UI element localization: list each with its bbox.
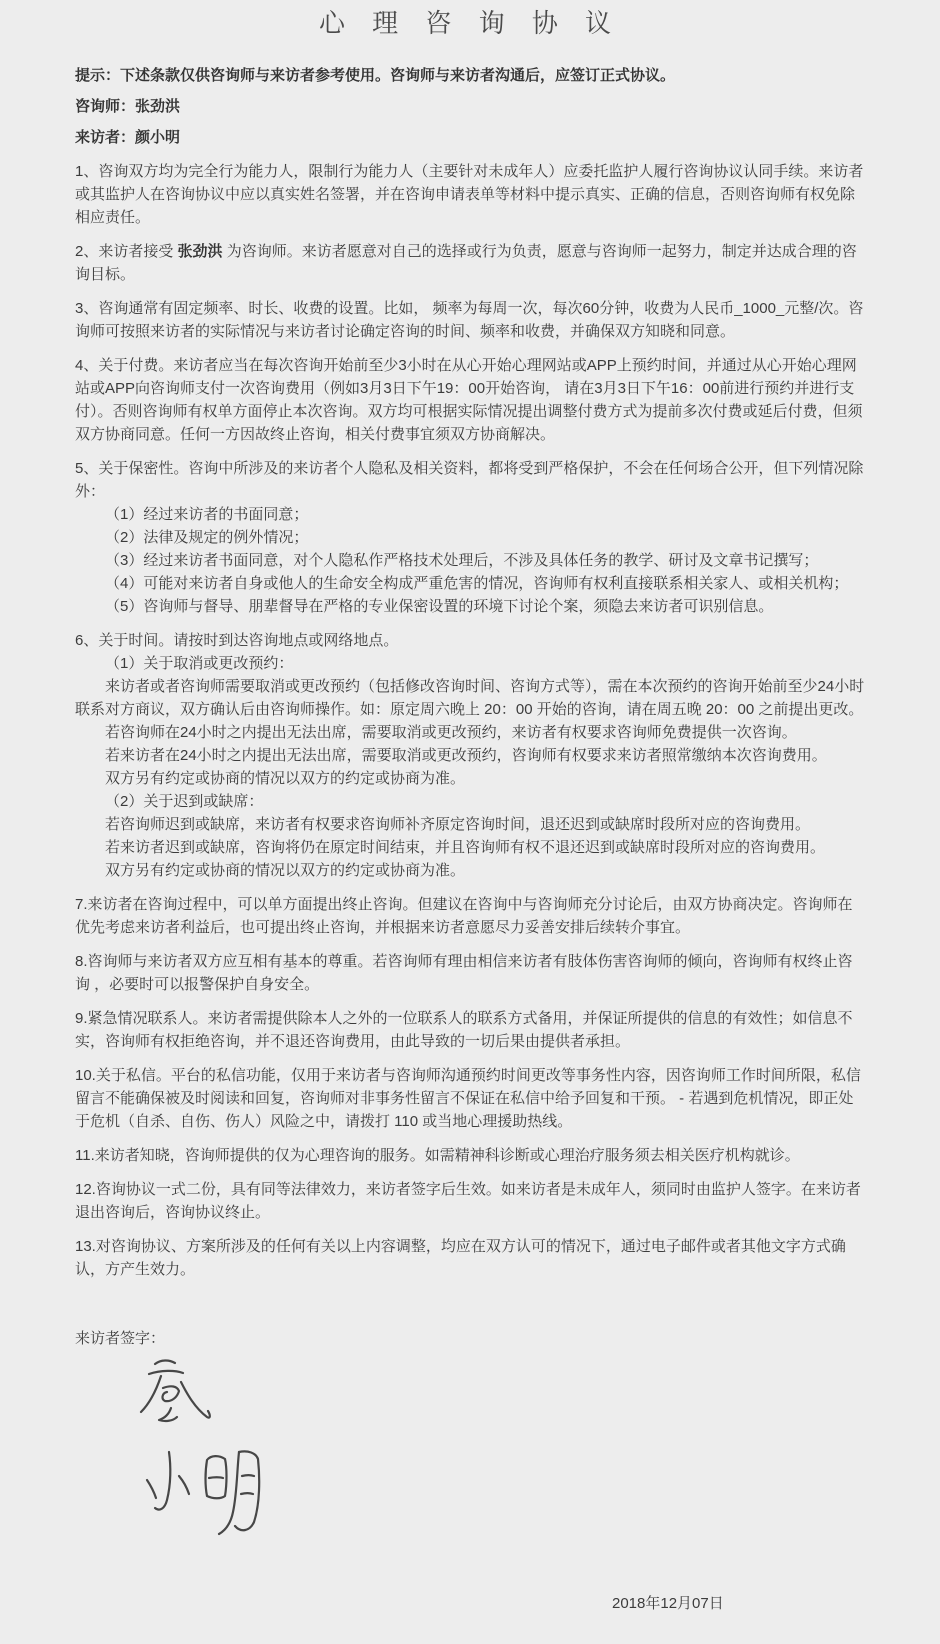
- clause-5-item: （4）可能对来访者自身或他人的生命安全构成严重危害的情况，咨询师有权利直接联系相关家人、或相关机构；: [105, 575, 849, 592]
- clause-8: 8.咨询师与来访者双方应互相有基本的尊重。若咨询师有理由相信来访者有肢体伤害咨询师的倾向，咨询师有权终止咨询 ，必要时可以报警保护自身安全。: [75, 953, 853, 993]
- clause-5-item: （1）经过来访者的书面同意；: [105, 506, 309, 523]
- clause-7: 7.来访者在咨询过程中，可以单方面提出终止咨询。但建议在咨询中与咨询师充分讨论后，由双方协商决定。咨询师在优先考虑来访者利益后，也可提出终止咨询，并根据来访者意愿尽力妥善安排后续转介事宜。: [75, 896, 853, 936]
- clause-10: 10.关于私信。平台的私信功能，仅用于来访者与咨询师沟通预约时间更改等事务性内容，因咨询师工作时间所限，私信留言不能确保被及时阅读和回复，咨询师对非事务性留言不保证在私信中给予回复和干预。 - 若遇到危机情况，即正处于危机（自杀、自伤、伤人）风险之中，请拨打 110 或当地心理援助热线。: [75, 1067, 861, 1130]
- clause-5-intro: 5、关于保密性。咨询中所涉及的来访者个人隐私及相关资料，都将受到严格保护，不会在任何场合公开，但下列情况除外：: [75, 460, 864, 500]
- clause-5-item: （5）咨询师与督导、朋辈督导在严格的专业保密设置的环境下讨论个案，须隐去来访者可识别信息。: [105, 598, 774, 615]
- visitor-signature-handwriting: [111, 1354, 281, 1540]
- clause-5: [75, 457, 865, 618]
- visitor-line: 来访者：颜小明: [75, 129, 181, 146]
- clause-6-line: （1）关于取消或更改预约：: [105, 655, 294, 672]
- clause-1: 1、咨询双方均为完全行为能力人，限制行为能力人（主要针对未成年人）应委托监护人履行咨询协议认同手续。来访者或其监护人在咨询协议中应以真实姓名签署，并在咨询申请表单等材料中提示真实、正确的信息，否则咨询师有权免除相应责任。: [75, 163, 864, 226]
- clause-6-line: （2）关于迟到或缺席：: [105, 793, 264, 810]
- clause-2-suffix: 为咨询师。来访者愿意对自己的选择或行为负责，愿意与咨询师一起努力，制定并达成合理的咨询目标。: [75, 243, 857, 283]
- clause-2-prefix: 2、来访者接受: [75, 243, 178, 260]
- clause-9: 9.紧急情况联系人。来访者需提供除本人之外的一位联系人的联系方式备用，并保证所提供的信息的有效性；如信息不实，咨询师有权拒绝咨询，并不退还咨询费用，由此导致的一切后果由提供者承担。: [75, 1010, 853, 1050]
- clause-13: 13.对咨询协议、方案所涉及的任何有关以上内容调整，均应在双方认可的情况下，通过电子邮件或者其他文字方式确认，方产生效力。: [75, 1238, 846, 1278]
- clause-12: 12.咨询协议一式二份，具有同等法律效力，来访者签字后生效。如来访者是未成年人，须同时由监护人签字。在来访者退出咨询后，咨询协议终止。: [75, 1181, 861, 1221]
- signature-label: 来访者签字：: [75, 1330, 166, 1347]
- clause-6-line: 双方另有约定或协商的情况以双方的约定或协商为准。: [105, 770, 466, 787]
- clause-5-item: （3）经过来访者书面同意，对个人隐私作严格技术处理后，不涉及具体任务的教学、研讨及文章书记撰写；: [105, 552, 819, 569]
- page-title: 心 理 咨 询 协 议: [318, 8, 622, 38]
- clause-6-line: 双方另有约定或协商的情况以双方的约定或协商为准。: [105, 862, 466, 879]
- clause-5-item: （2）法律及规定的例外情况；: [105, 529, 309, 546]
- notice-line: 提示：下述条款仅供咨询师与来访者参考使用。咨询师与来访者沟通后，应签订正式协议。: [75, 67, 676, 84]
- counselor-name: 张劲洪: [177, 243, 223, 260]
- clause-6-line: 若咨询师在24小时之内提出无法出席，需要取消或更改预约，来访者有权要求咨询师免费提供一次咨询。: [105, 724, 797, 741]
- clause-6-line: 若来访者在24小时之内提出无法出席，需要取消或更改预约，咨询师有权要求来访者照常缴纳本次咨询费用。: [105, 747, 827, 764]
- clause-6-line: 若咨询师迟到或缺席，来访者有权要求咨询师补齐原定咨询时间，退还迟到或缺席时段所对应的咨询费用。: [105, 816, 811, 833]
- clause-11: 11.来访者知晓，咨询师提供的仅为心理咨询的服务。如需精神科诊断或心理治疗服务须去相关医疗机构就诊。: [75, 1147, 800, 1164]
- document-date: 2018年12月07日: [612, 1595, 724, 1612]
- counselor-line: 咨询师：张劲洪: [75, 98, 181, 115]
- clause-2: [75, 240, 865, 286]
- clause-6-line: 来访者或者咨询师需要取消或更改预约（包括修改咨询时间、咨询方式等），需在本次预约的咨询开始前至少24小时联系对方商议，双方确认后由咨询师操作。如：原定周六晚上 20：00 开始的咨询，请在周五晚 20：00 之前提出更改。: [75, 678, 865, 718]
- clause-4: 4、关于付费。来访者应当在每次咨询开始前至少3小时在从心开始心理网站或APP上预约时间，并通过从心开始心理网站或APP向咨询师支付一次咨询费用（例如3月3日下午19：00开始咨询， 请在3月3日下午16：00前进行预约并进行支付）。否则咨询师有权单方面停止本次咨询。双方均可根据实际情况提出调整付费方式为提前多次付费或延后付费，但须双方协商同意。任何一方因故终止咨询，相关付费事宜须双方协商解决。: [75, 357, 863, 443]
- clause-6: [75, 629, 865, 882]
- clause-6-line: 若来访者迟到或缺席，咨询将仍在原定时间结束，并且咨询师有权不退还迟到或缺席时段所对应的咨询费用。: [105, 839, 826, 856]
- clause-6-intro: 6、关于时间。请按时到达咨询地点或网络地点。: [75, 632, 399, 649]
- clause-3: 3、咨询通常有固定频率、时长、收费的设置。比如， 频率为每周一次，每次60分钟，收费为人民币_1000_元整/次。咨询师可按照来访者的实际情况与来访者讨论确定咨询的时间、频率和收费，并确保双方知晓和同意。: [75, 300, 864, 340]
